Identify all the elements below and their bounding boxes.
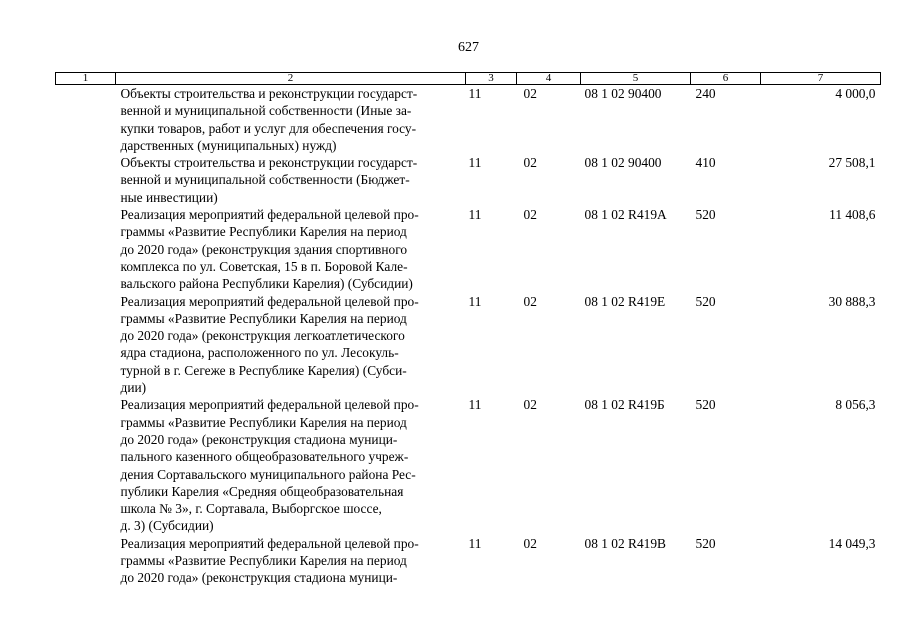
header-col-5: 5 — [581, 73, 691, 85]
row-name — [116, 85, 466, 155]
row-csr: 08 1 02 R419В — [584, 535, 666, 551]
table-header — [56, 73, 881, 85]
header-col-7: 7 — [761, 73, 881, 85]
row-name-line: Реализация мероприятий федеральной целевой про- — [120, 207, 419, 223]
row-number-cell — [56, 154, 116, 206]
row-name-line: до 2020 года» (реконструкция легкоатлетического — [120, 328, 405, 344]
table-body — [56, 85, 881, 587]
row-razdel: 11 — [468, 535, 482, 551]
row-vr: 520 — [695, 535, 716, 551]
row-vr: 240 — [695, 86, 716, 101]
row-name-line: до 2020 года» (реконструкция стадиона муници- — [120, 570, 398, 586]
row-sum: 27 508,1 — [828, 155, 876, 171]
row-podrazdel: 02 — [523, 155, 537, 171]
row-csr: 08 1 02 90400 — [584, 86, 662, 101]
row-csr: 08 1 02 R419Б — [584, 397, 665, 413]
row-razdel: 11 — [468, 86, 482, 101]
row-sum: 14 049,3 — [828, 535, 876, 551]
row-number-cell — [56, 396, 116, 534]
page-number: 627 — [458, 40, 479, 55]
row-csr: 08 1 02 R419А — [584, 207, 667, 223]
row-name-line: до 2020 года» (реконструкция здания спортивного — [120, 241, 408, 257]
header-col-6: 6 — [691, 73, 761, 85]
row-name-line: граммы «Развитие Республики Карелия на период — [120, 414, 407, 430]
row-name-line: Реализация мероприятий федеральной целевой про- — [120, 293, 419, 309]
row-name-line: до 2020 года» (реконструкция стадиона муници- — [120, 431, 398, 447]
row-name-line: дарственных (муниципальных) нужд) — [120, 137, 337, 153]
row-name-line: вальского района Республики Карелия) (Субсидии) — [120, 276, 413, 292]
row-vr: 520 — [695, 293, 716, 309]
row-name-line: Объекты строительства и реконструкции государст- — [120, 155, 418, 171]
row-podrazdel: 02 — [523, 86, 537, 101]
table-row — [56, 206, 881, 292]
table-row — [56, 85, 881, 155]
row-name-line: венной и муниципальной собственности (Бюджет- — [120, 172, 410, 188]
row-name-line: граммы «Развитие Республики Карелия на период — [120, 310, 407, 326]
row-name-line: дии) — [120, 380, 147, 396]
row-name-line: венной и муниципальной собственности (Иные за- — [120, 103, 412, 119]
header-col-2: 2 — [116, 73, 466, 85]
row-number-cell — [56, 206, 116, 292]
row-vr: 520 — [695, 397, 716, 413]
row-razdel: 11 — [468, 207, 482, 223]
row-name-line: д. 3) (Субсидии) — [120, 518, 214, 534]
row-name-line: турной в г. Сегеже в Республике Карелия) (Субси- — [120, 362, 407, 378]
row-sum: 4 000,0 — [835, 86, 876, 101]
row-podrazdel: 02 — [523, 535, 537, 551]
header-col-3: 3 — [466, 73, 517, 85]
row-name-line: дения Сортавальского муниципального района Рес- — [120, 466, 416, 482]
row-sum: 8 056,3 — [835, 397, 876, 413]
row-razdel: 11 — [468, 293, 482, 309]
row-name — [116, 535, 466, 587]
table-row — [56, 293, 881, 397]
table-row — [56, 154, 881, 206]
row-name — [116, 396, 466, 534]
row-name — [116, 293, 466, 397]
row-name-line: Реализация мероприятий федеральной целевой про- — [120, 397, 419, 413]
row-name-line: комплекса по ул. Советская, 15 в п. Боровой Кале- — [120, 258, 408, 274]
row-name-line: ные инвестиции) — [120, 189, 218, 205]
row-number-cell — [56, 535, 116, 587]
row-name-line: пального казенного общеобразовательного учреж- — [120, 449, 409, 465]
row-sum: 30 888,3 — [828, 293, 876, 309]
row-name-line: Реализация мероприятий федеральной целевой про- — [120, 535, 419, 551]
row-name-line: ядра стадиона, расположенного по ул. Лесокуль- — [120, 345, 399, 361]
row-sum: 11 408,6 — [829, 207, 876, 223]
row-name-line: школа № 3», г. Сортавала, Выборгское шоссе, — [120, 501, 382, 517]
row-number-cell — [56, 85, 116, 155]
table-row — [56, 535, 881, 587]
row-razdel: 11 — [468, 155, 482, 171]
header-col-1: 1 — [56, 73, 116, 85]
row-csr: 08 1 02 90400 — [584, 155, 662, 171]
header-col-4: 4 — [517, 73, 581, 85]
row-name-line: граммы «Развитие Республики Карелия на период — [120, 224, 407, 240]
row-name — [116, 154, 466, 206]
row-podrazdel: 02 — [523, 293, 537, 309]
row-podrazdel: 02 — [523, 207, 537, 223]
row-number-cell — [56, 293, 116, 397]
row-vr: 520 — [695, 207, 716, 223]
row-csr: 08 1 02 R419Е — [584, 293, 666, 309]
row-name — [116, 206, 466, 292]
row-name-line: Объекты строительства и реконструкции государст- — [120, 86, 418, 101]
table-row — [56, 396, 881, 534]
row-vr: 410 — [695, 155, 716, 171]
budget-table — [55, 72, 881, 587]
row-razdel: 11 — [468, 397, 482, 413]
row-podrazdel: 02 — [523, 397, 537, 413]
header-row — [56, 73, 881, 85]
row-name-line: купки товаров, работ и услуг для обеспечения госу- — [120, 120, 417, 136]
row-name-line: публики Карелия «Средняя общеобразовательная — [120, 483, 404, 499]
row-name-line: граммы «Развитие Республики Карелия на период — [120, 553, 407, 569]
